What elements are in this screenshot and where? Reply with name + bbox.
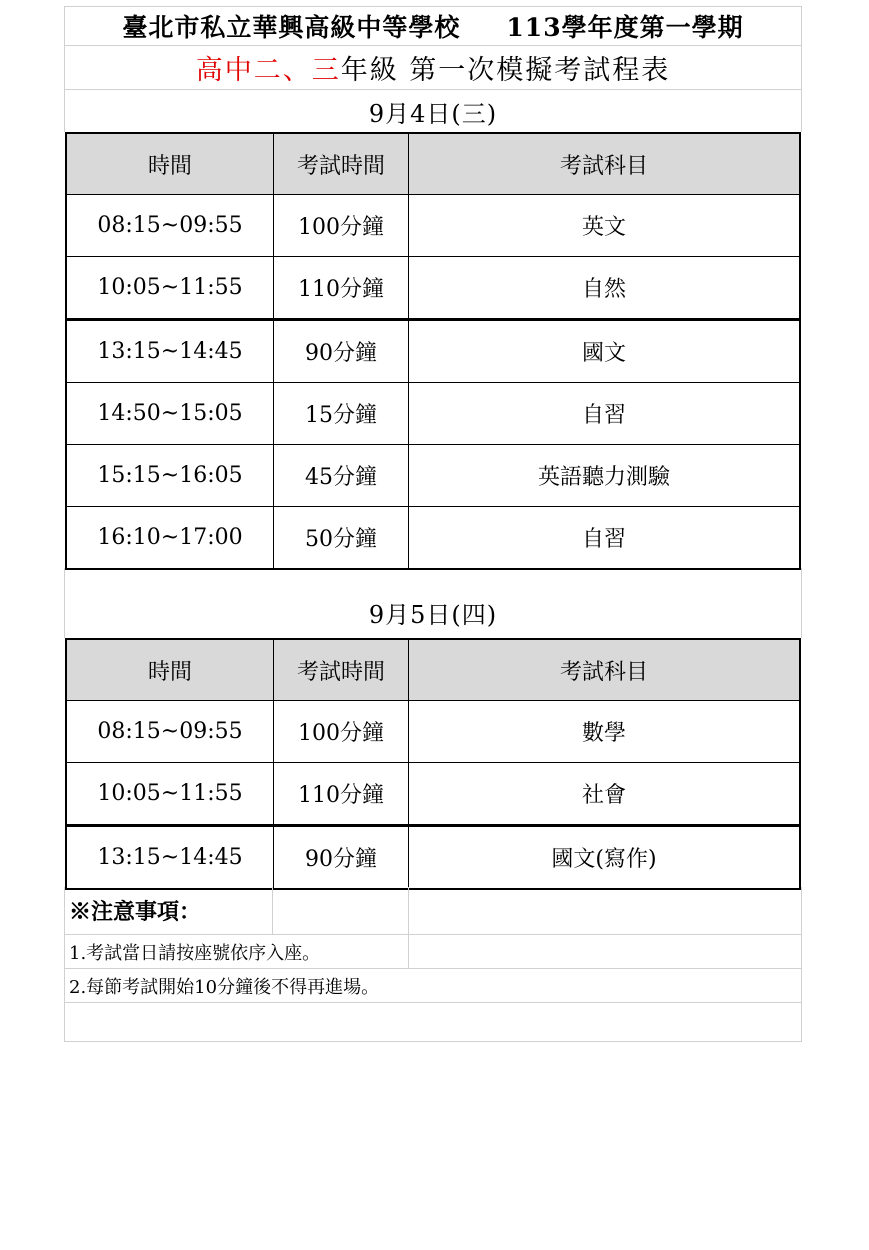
subject-cell: 自習	[409, 507, 801, 570]
duration-cell: 100分鐘	[274, 195, 409, 257]
col-time-header: 時間	[66, 639, 274, 701]
table-row	[66, 383, 800, 445]
schedule-title-row	[64, 46, 802, 90]
term-label: 113學年度第一學期	[506, 13, 744, 42]
subject-cell: 英語聽力測驗	[409, 445, 801, 507]
time-cell: 10:05~11:55	[66, 763, 274, 826]
cell-divider	[272, 887, 273, 934]
subject-cell: 國文	[409, 320, 801, 383]
schedule-title: 年級 第一次模擬考試程表	[340, 55, 671, 86]
subject-cell: 自然	[409, 257, 801, 320]
subject-cell: 數學	[409, 701, 801, 763]
day2-date-row	[64, 568, 802, 638]
duration-cell: 110分鐘	[274, 763, 409, 826]
duration-cell: 45分鐘	[274, 445, 409, 507]
day2-date: 9月5日(四)	[368, 600, 498, 629]
note-item	[64, 935, 802, 969]
col-subject-header: 考試科目	[409, 133, 801, 195]
time-cell: 14:50~15:05	[66, 383, 274, 445]
time-cell: 13:15~14:45	[66, 320, 274, 383]
time-cell: 13:15~14:45	[66, 826, 274, 890]
school-name: 臺北市私立華興高級中等學校	[122, 13, 461, 42]
time-cell: 15:15~16:05	[66, 445, 274, 507]
duration-cell: 15分鐘	[274, 383, 409, 445]
day1-date-row	[64, 90, 802, 132]
subject-cell: 國文(寫作)	[409, 826, 801, 890]
time-cell: 08:15~09:55	[66, 701, 274, 763]
empty-row	[64, 1003, 802, 1042]
day1-date: 9月4日(三)	[368, 99, 498, 128]
grade-label: 高中二、三	[195, 55, 341, 86]
table-row	[66, 257, 800, 320]
notes-title-row	[64, 887, 802, 935]
note-text: 2.每節考試開始10分鐘後不得再進場。	[69, 976, 380, 998]
time-cell: 16:10~17:00	[66, 507, 274, 570]
notes-title: ※注意事項：	[69, 899, 202, 925]
cell-divider	[408, 887, 409, 934]
school-title-row	[64, 6, 802, 46]
table-row	[66, 445, 800, 507]
duration-cell: 50分鐘	[274, 507, 409, 570]
duration-cell: 90分鐘	[274, 826, 409, 890]
day2-schedule-table	[65, 638, 801, 890]
table-row	[66, 320, 800, 383]
cell-divider	[408, 935, 409, 968]
col-subject-header: 考試科目	[409, 639, 801, 701]
table-header-row	[66, 133, 800, 195]
time-cell: 08:15~09:55	[66, 195, 274, 257]
col-duration-header: 考試時間	[274, 133, 409, 195]
subject-cell: 自習	[409, 383, 801, 445]
subject-cell: 社會	[409, 763, 801, 826]
table-row	[66, 195, 800, 257]
time-cell: 10:05~11:55	[66, 257, 274, 320]
duration-cell: 90分鐘	[274, 320, 409, 383]
duration-cell: 100分鐘	[274, 701, 409, 763]
subject-cell: 英文	[409, 195, 801, 257]
duration-cell: 110分鐘	[274, 257, 409, 320]
table-row	[66, 507, 800, 570]
note-item	[64, 969, 802, 1003]
table-row	[66, 701, 800, 763]
day1-schedule-table	[65, 132, 801, 570]
col-duration-header: 考試時間	[274, 639, 409, 701]
table-row	[66, 826, 800, 890]
table-row	[66, 763, 800, 826]
table-header-row	[66, 639, 800, 701]
col-time-header: 時間	[66, 133, 274, 195]
note-text: 1.考試當日請按座號依序入座。	[69, 942, 321, 964]
